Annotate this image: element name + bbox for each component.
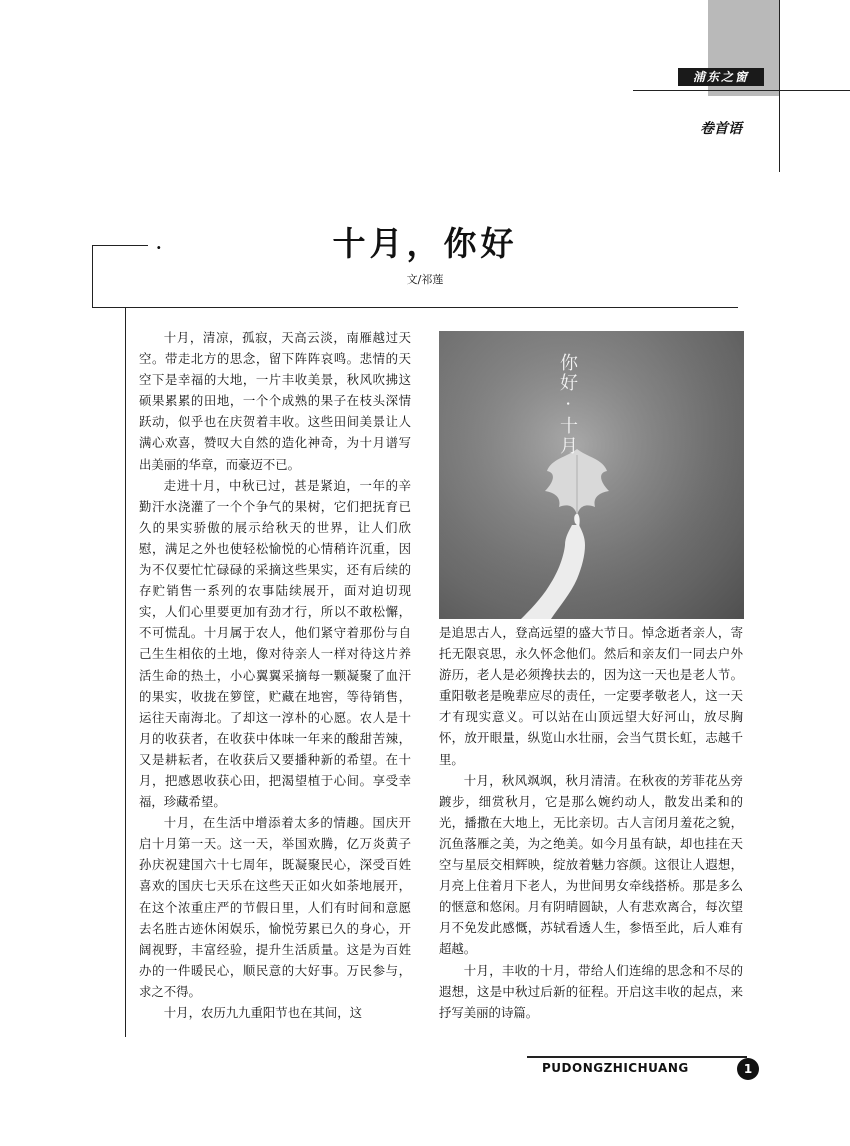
paragraph: 十月，丰收的十月，带给人们连绵的思念和不尽的遐想，这是中秋过后新的征程。开启这丰收的起点，来抒写美丽的诗篇。 bbox=[439, 962, 743, 1020]
article-title: 十月，你好 bbox=[332, 224, 518, 263]
photo-caption: 你好 · 十月 bbox=[557, 353, 578, 457]
title-frame-bottom bbox=[92, 307, 738, 308]
article-column-right bbox=[439, 622, 743, 1023]
paragraph: 十月，秋风飒飒，秋月清清。在秋夜的芳菲花丛旁踱步，细赏秋月，它是那么婉约动人，散发出柔和的光，播撒在大地上，无比亲切。古人言闭月羞花之貌，沉鱼落雁之美，为之绝美。如今月虽有缺，却也挂在天空与星辰交相辉映，绽放着魅力容颜。这很让人遐想，月亮上住着月下老人，为世间男女牵线搭桥。那是多么的惬意和悠闲。月有阴晴圆缺，人有悲欢离合，每次望月不免发此感慨，苏轼看透人生，参悟至此，后人难有超越。 bbox=[439, 772, 743, 957]
header-rule bbox=[633, 90, 850, 91]
article-byline: 文/祁莲 bbox=[406, 273, 444, 286]
article-column-left bbox=[139, 327, 411, 1023]
page-number: 1 bbox=[737, 1058, 759, 1080]
section-label: 卷首语 bbox=[700, 121, 742, 137]
paragraph: 走进十月，中秋已过，甚是紧迫，一年的辛勤汗水浇灌了一个个争气的果树，它们把抚育已久的果实骄傲的展示给秋天的世界，让人们欣慰，满足之外也使轻松愉悦的心情稍许沉重，因为不仅要忙忙碌碌的采摘这些果实，还有后续的存贮销售一系列的农事陆续展开，面对迫切现实，人们心里要更加有劲才行，所以不敢松懈，不可慌乱。十月属于农人，他们紧守着那份与自己生生相依的土地，像对待亲人一样对待这片养活生命的热土，小心翼翼采摘每一颗凝聚了血汗的果实，收拢在箩筐，贮藏在地窖，等待销售，运往天南海北。了却这一淳朴的心愿。农人是十月的收获者，在收获中体味一年来的酸甜苦辣，又是耕耘者，在收获后又要播种新的希望。在十月，把感恩收获心田，把渴望植于心间。享受幸福，珍藏希望。 bbox=[139, 477, 411, 810]
magazine-logo: 浦东之窗 bbox=[678, 68, 764, 86]
article-photo bbox=[439, 331, 744, 619]
title-marker: · bbox=[156, 238, 162, 257]
paragraph: 十月，农历九九重阳节也在其间，这 bbox=[163, 1005, 363, 1020]
body-vertical-rule bbox=[125, 307, 126, 1037]
header-vertical-rule bbox=[779, 0, 780, 172]
paragraph: 十月，清凉，孤寂，天高云淡，南雁越过天空。带走北方的思念，留下阵阵哀鸣。悲情的天空下是幸福的大地，一片丰收美景，秋风吹拂这硕果累累的田地，一个个成熟的果子在枝头深情跃动，似乎也在庆贺着丰收。这些田间美景让人满心欢喜，赞叹大自然的造化神奇，为十月谱写出美丽的华章，而豪迈不已。 bbox=[139, 330, 411, 472]
footer-brand: PUDONGZHICHUANG bbox=[542, 1061, 689, 1075]
paragraph: 十月，在生活中增添着太多的情趣。国庆开启十月第一天。这一天，举国欢腾，亿万炎黄子孙庆祝建国六十七周年，既凝聚民心，深受百姓喜欢的国庆七天乐在这些天正如火如荼地展开，在这个浓重庄严的节假日里，人们有时间和意愿去名胜古迹休闲娱乐，愉悦劳累已久的身心，开阔视野，丰富经验，提升生活质量。这是为百姓办的一件暖民心，顺民意的大好事。万民参与，求之不得。 bbox=[139, 815, 411, 999]
paragraph: 是追思古人，登高远望的盛大节日。悼念逝者亲人，寄托无限哀思，永久怀念他们。然后和亲友们一同去户外游历，老人是必须搀扶去的，因为这一天也是老人节。重阳敬老是晚辈应尽的责任，一定要孝敬老人，这一天才有现实意义。可以站在山顶远望大好河山，放尽胸怀，放开眼量，纵览山水壮丽，会当气贯长虹，志越千里。 bbox=[439, 625, 743, 767]
footer-rule bbox=[527, 1056, 747, 1058]
hand-holding-leaf-illustration bbox=[439, 331, 744, 619]
